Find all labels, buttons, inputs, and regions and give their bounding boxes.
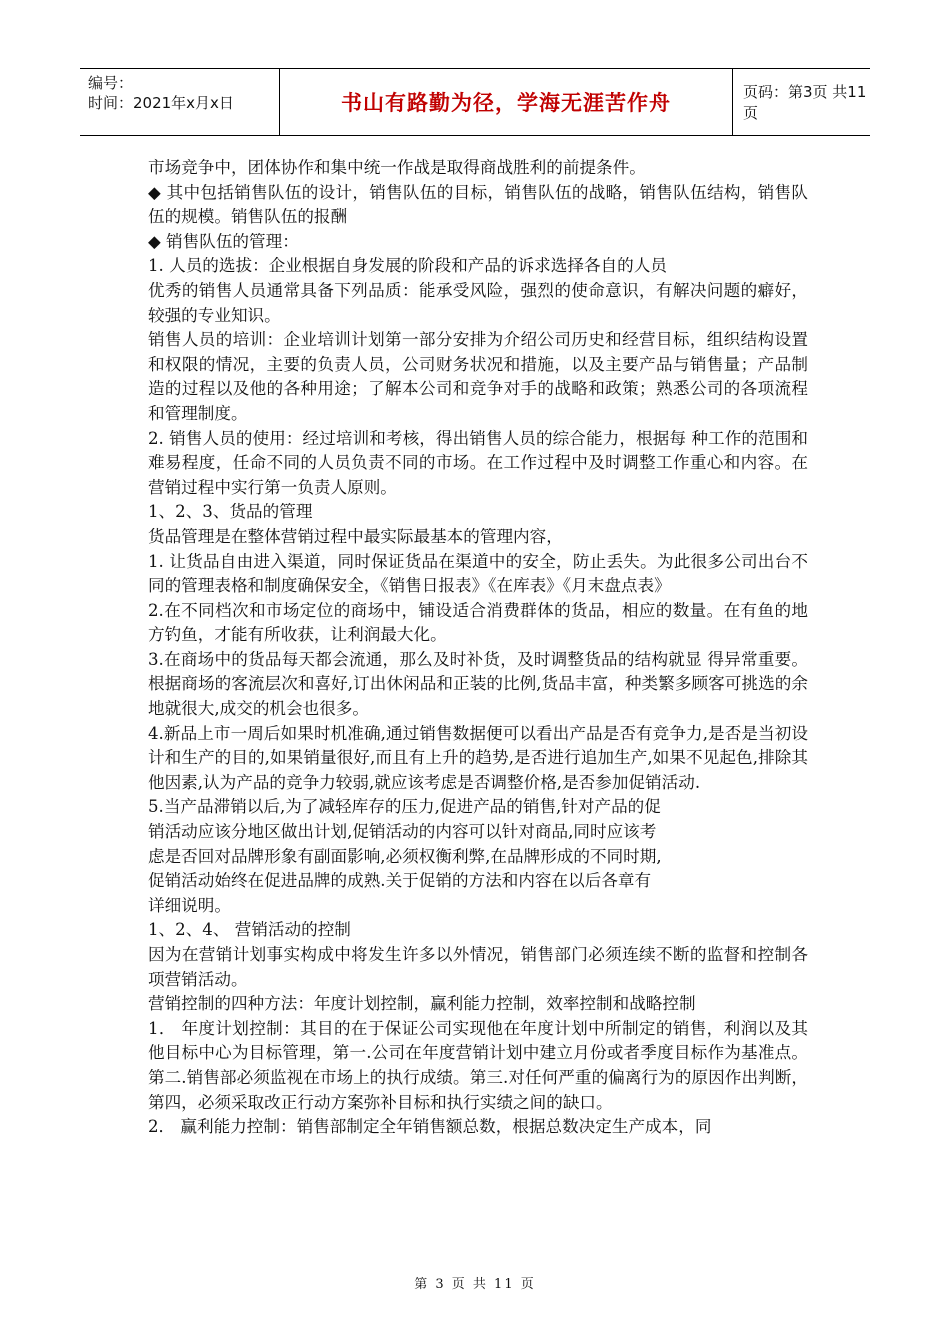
body-paragraph: ◆ 销售队伍的管理：: [148, 231, 299, 251]
body-paragraph: 2.在不同档次和市场定位的商场中，铺设适合消费群体的货品，相应的数量。在有鱼的地方钓鱼，才能有所收获，让利润最大化。: [148, 600, 808, 645]
body-paragraph: 销售人员的培训：企业培训计划第一部分安排为介绍公司历史和经营目标，组织结构设置和权限的情况，主要的负责人员，公司财务状况和措施，以及主要产品与销售量；产品制造的过程以及他的各种用途；了解本公司和竞争对手的战略和政策；熟悉公司的各项流程和管理制度。: [148, 330, 808, 423]
body-line: 虑是否回对品牌形象有副面影响,必须权衡利弊,在品牌形成的不同时期,: [148, 846, 662, 866]
header-page-info: 页码：第3页 共11页: [743, 83, 867, 122]
section-heading: 1、2、4、 营销活动的控制: [148, 920, 351, 940]
body-paragraph: 2. 销售人员的使用：经过培训和考核，得出销售人员的综合能力，根据每 种工作的范围和难易程度，任命不同的人员负责不同的市场。在工作过程中及时调整工作重心和内容。在营销过程中实行第一负责人原则。: [148, 428, 808, 497]
header-meta: [80, 69, 280, 135]
document-number-label: 编号：: [88, 74, 134, 92]
body-paragraph: 1. 让货品自由进入渠道，同时保证货品在渠道中的安全，防止丢失。为此很多公司出台不同的管理表格和制度确保安全，《销售日报表》《在库表》《月末盘点表》: [148, 551, 808, 596]
body-paragraph: 营销控制的四种方法：年度计划控制，赢利能力控制，效率控制和战略控制: [148, 994, 696, 1014]
body-paragraph: 货品管理是在整体营销过程中最实际最基本的管理内容，: [148, 526, 563, 546]
body-line: 详细说明。: [148, 895, 231, 915]
body-line: 促销活动始终在促进品牌的成熟.关于促销的方法和内容在以后各章有: [148, 871, 652, 891]
body-paragraph: 1. 人员的选拔：企业根据自身发展的阶段和产品的诉求选择各自的人员: [148, 256, 667, 276]
body-line: 5.当产品滞销以后,为了减轻库存的压力,促进产品的销售,针对产品的促: [148, 797, 661, 817]
body-paragraph: 4.新品上市一周后如果时机准确,通过销售数据便可以看出产品是否有竞争力,是否是当初设计和生产的目的,如果销量很好,而且有上升的趋势,是否进行追加生产,如果不见起色,排除其他因素,认为产品的竞争力较弱,就应该考虑是否调整价格,是否参加促销活动.: [148, 723, 808, 792]
body-paragraph: ◆ 其中包括销售队伍的设计，销售队伍的目标，销售队伍的战略，销售队伍结构，销售队伍的规模。销售队伍的报酬: [148, 182, 808, 227]
document-time-label: 时间：2021年x月x日: [88, 94, 234, 112]
body-paragraph: 3.在商场中的货品每天都会流通，那么及时补货，及时调整货品的结构就显 得异常重要。根据商场的客流层次和喜好,订出休闲品和正装的比例,货品丰富，种类繁多顾客可挑选的余地就很大,成交的机会也很多。: [148, 649, 808, 719]
body-paragraph: 因为在营销计划事实构成中将发生许多以外情况，销售部门必须连续不断的监督和控制各项营销活动。: [148, 945, 808, 989]
body-paragraph: 优秀的销售人员通常具备下列品质：能承受风险，强烈的使命意识，有解决问题的癖好，较强的专业知识。: [148, 280, 808, 325]
body-paragraph: 1． 年度计划控制：其目的在于保证公司实现他在年度计划中所制定的销售，利润以及其他目标中心为目标管理，第一.公司在年度营销计划中建立月份或者季度目标作为基准点。第二.销售部必须监视在市场上的执行成绩。第三.对任何严重的偏离行为的原因作出判断，第四，必须采取改正行动方案弥补目标和执行实绩之间的缺口。: [148, 1018, 808, 1112]
document-body: [148, 156, 808, 1140]
body-paragraph: 2． 赢利能力控制：销售部制定全年销售额总数，根据总数决定生产成本，同: [148, 1117, 712, 1137]
body-line: 销活动应该分地区做出计划,促销活动的内容可以针对商品,同时应该考: [148, 822, 657, 842]
body-paragraph: 市场竞争中，团体协作和集中统一作战是取得商战胜利的前提条件。: [148, 158, 646, 177]
page-footer: 第 3 页 共 11 页: [414, 1277, 536, 1292]
header-motto: 书山有路勤为径，学海无涯苦作舟: [280, 69, 733, 135]
page-header: [80, 68, 870, 136]
section-heading: 1、2、3、货品的管理: [148, 502, 313, 522]
